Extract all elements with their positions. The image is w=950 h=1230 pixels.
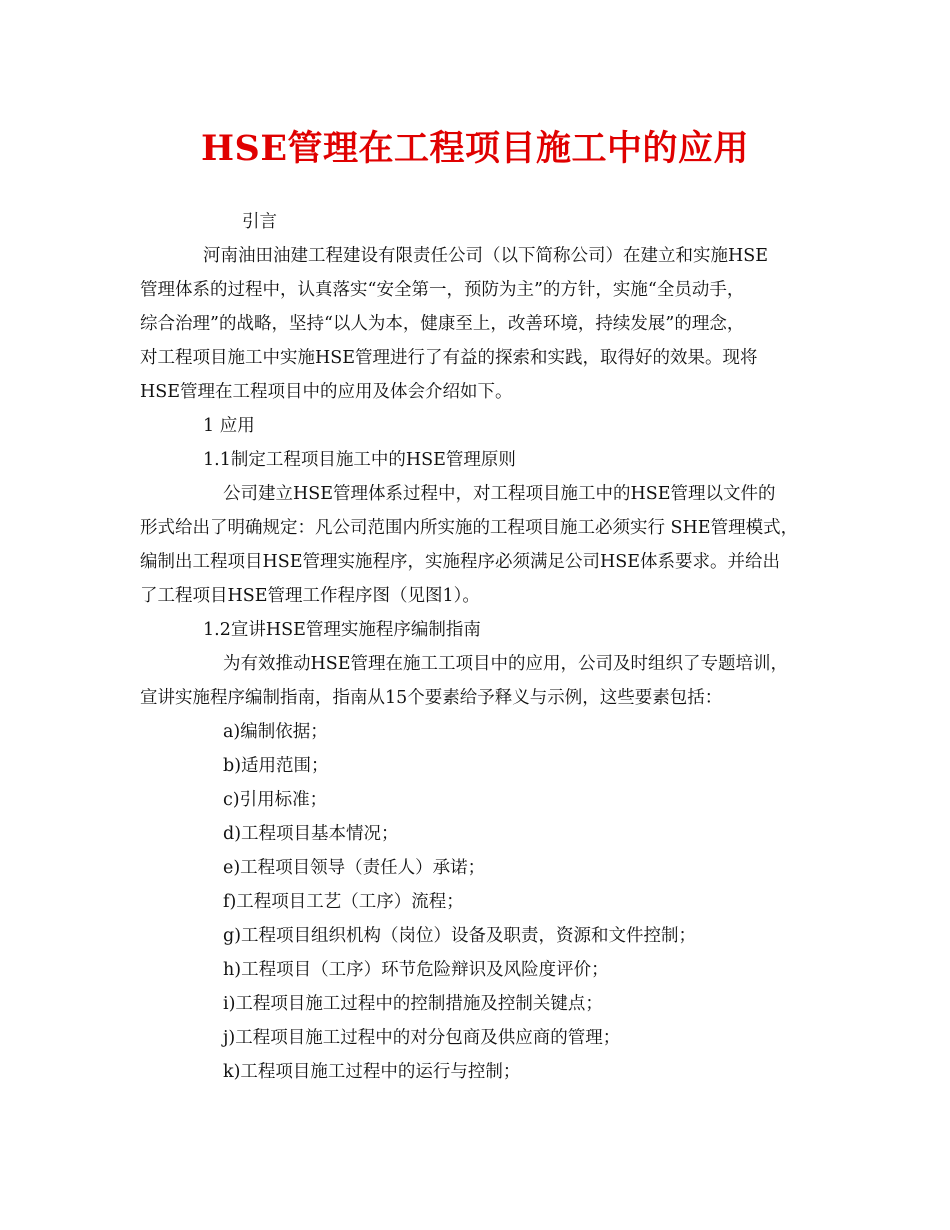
list-item: h)工程项目（工序）环节危险辩识及风险度评价； bbox=[223, 960, 609, 980]
subsection-heading: 1.1制定工程项目施工中的HSE管理原则 bbox=[203, 450, 516, 470]
document-title: HSE管理在工程项目施工中的应用 bbox=[200, 128, 750, 169]
paragraph-line: 对工程项目施工中实施HSE管理进行了有益的探索和实践，取得好的效果。现将 bbox=[140, 348, 758, 368]
section-heading: 1 应用 bbox=[203, 416, 255, 436]
paragraph-line: 公司建立HSE管理体系过程中，对工程项目施工中的HSE管理以文件的 bbox=[223, 484, 776, 504]
list-item: b)适用范围； bbox=[223, 756, 329, 776]
paragraph-line: HSE管理在工程项目中的应用及体会介绍如下。 bbox=[140, 382, 513, 402]
paragraph-line: 形式给出了明确规定：凡公司范围内所实施的工程项目施工必须实行 SHE管理模式， bbox=[140, 518, 799, 538]
list-item: f)工程项目工艺（工序）流程； bbox=[223, 892, 464, 912]
list-item: j)工程项目施工过程中的对分包商及供应商的管理； bbox=[223, 1028, 621, 1048]
paragraph-line: 宣讲实施程序编制指南，指南从15个要素给予释义与示例，这些要素包括： bbox=[140, 688, 723, 708]
document-body bbox=[140, 205, 812, 1089]
paragraph-line: 编制出工程项目HSE管理实施程序，实施程序必须满足公司HSE体系要求。并给出 bbox=[140, 552, 781, 572]
list-item: c)引用标准； bbox=[223, 790, 328, 810]
paragraph-line: 了工程项目HSE管理工作程序图（见图1）。 bbox=[140, 586, 480, 606]
paragraph-line: 河南油田油建工程建设有限责任公司（以下简称公司）在建立和实施HSE bbox=[203, 246, 769, 266]
paragraph-line: 为有效推动HSE管理在施工工项目中的应用，公司及时组织了专题培训， bbox=[223, 654, 789, 674]
list-item: k)工程项目施工过程中的运行与控制； bbox=[223, 1062, 521, 1082]
paragraph-line: 综合治理”的战略，坚持“以人为本，健康至上，改善环境，持续发展”的理念， bbox=[140, 314, 745, 334]
list-item: d)工程项目基本情况； bbox=[223, 824, 399, 844]
section-heading-intro: 引言 bbox=[242, 212, 277, 232]
list-item: e)工程项目领导（责任人）承诺； bbox=[223, 858, 486, 878]
subsection-heading: 1.2宣讲HSE管理实施程序编制指南 bbox=[203, 620, 481, 640]
paragraph-line: 管理体系的过程中，认真落实“安全第一，预防为主”的方针，实施“全员动手， bbox=[140, 280, 745, 300]
list-item: i)工程项目施工过程中的控制措施及控制关键点； bbox=[223, 994, 603, 1014]
list-item: g)工程项目组织机构（岗位）设备及职责，资源和文件控制； bbox=[223, 926, 697, 946]
list-item: a)编制依据； bbox=[223, 722, 328, 742]
